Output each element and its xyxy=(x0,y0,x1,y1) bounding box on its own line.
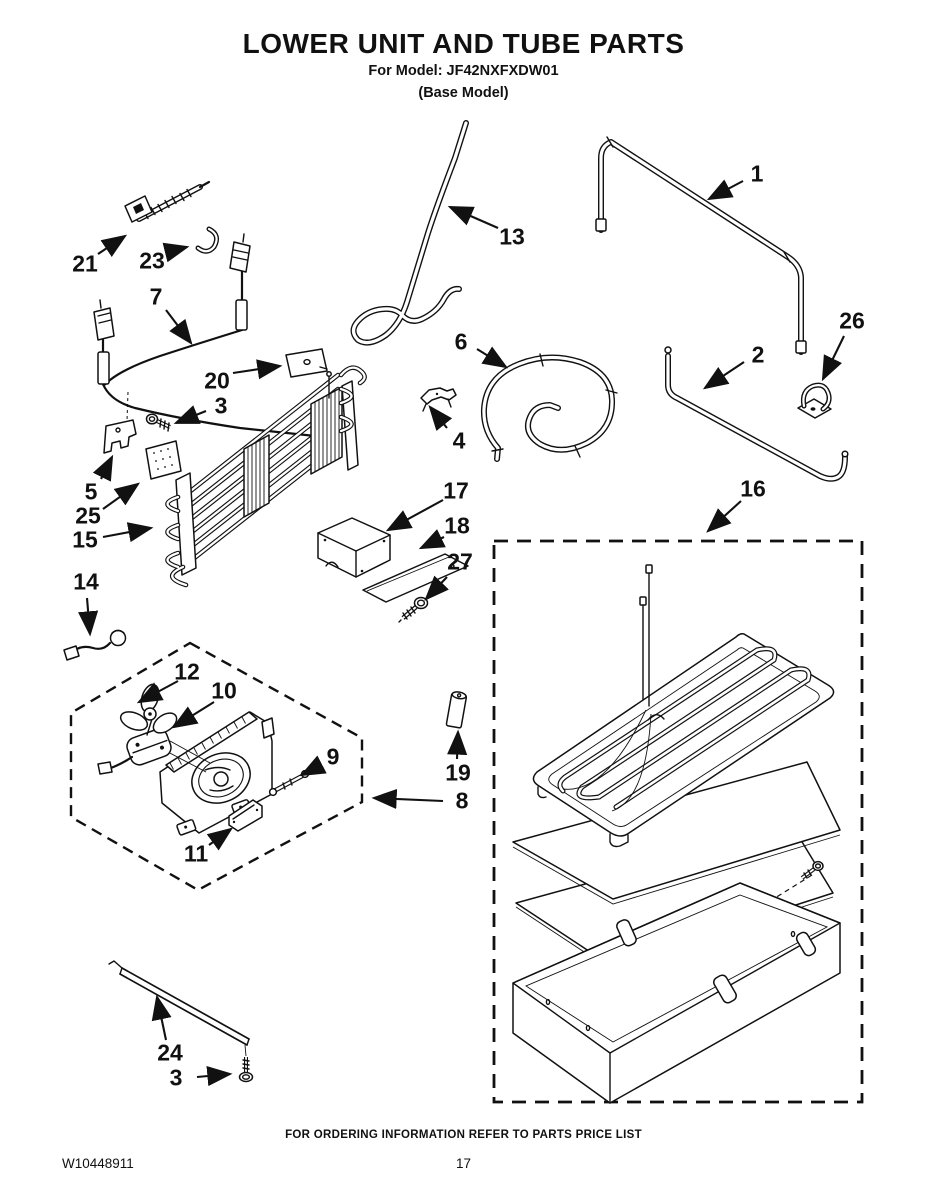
page-title: LOWER UNIT AND TUBE PARTS xyxy=(242,28,685,59)
callout-20: 20 xyxy=(204,367,230,394)
callout-3-top: 3 xyxy=(214,392,228,419)
callout-17: 17 xyxy=(443,477,469,504)
model-subtitle: For Model: JF42NXFXDW01 xyxy=(368,63,559,79)
cable-tie-21 xyxy=(125,182,209,222)
callout-18: 18 xyxy=(444,512,470,539)
callout-25: 25 xyxy=(75,502,101,529)
base-model-subtitle: (Base Model) xyxy=(418,85,509,101)
clip-4 xyxy=(421,388,456,411)
callout-11: 11 xyxy=(183,840,209,867)
sensor-14 xyxy=(64,631,126,661)
callout-6: 6 xyxy=(454,328,468,355)
tube-1 xyxy=(596,137,806,353)
callout-14: 14 xyxy=(73,568,99,595)
callout-27: 27 xyxy=(447,548,473,575)
clip-23 xyxy=(198,229,217,251)
callout-4: 4 xyxy=(452,427,466,454)
callout-3-bottom: 3 xyxy=(169,1064,183,1091)
callout-12: 12 xyxy=(174,658,200,685)
callout-24: 24 xyxy=(157,1039,183,1066)
screw-3-bottom xyxy=(240,1057,253,1082)
grommet-19 xyxy=(446,691,467,728)
clamp-26 xyxy=(798,385,831,418)
heater-assembly-16 xyxy=(494,541,862,1103)
ordering-note: FOR ORDERING INFORMATION REFER TO PARTS PRICE LIST xyxy=(285,1129,642,1141)
callout-15: 15 xyxy=(72,526,98,553)
callout-1: 1 xyxy=(750,160,764,187)
plate-25 xyxy=(146,441,181,479)
callout-23: 23 xyxy=(139,247,165,274)
screw-27 xyxy=(399,598,428,623)
callout-7: 7 xyxy=(149,283,163,310)
box-17 xyxy=(318,518,390,577)
screw-3-top xyxy=(147,414,171,431)
callout-13: 13 xyxy=(499,223,525,250)
page-number: 17 xyxy=(455,1156,472,1171)
document-number: W10448911 xyxy=(62,1156,134,1171)
callout-2: 2 xyxy=(751,341,765,368)
callout-9: 9 xyxy=(326,743,340,770)
callout-19: 19 xyxy=(445,759,471,786)
callout-5: 5 xyxy=(84,478,98,505)
callout-10: 10 xyxy=(211,677,237,704)
callout-26: 26 xyxy=(839,307,865,334)
callout-16: 16 xyxy=(740,475,766,502)
callout-8: 8 xyxy=(455,787,469,814)
callout-21: 21 xyxy=(72,250,98,277)
coiled-tube-6 xyxy=(484,354,617,459)
cover-plate-20 xyxy=(286,349,327,377)
fan-blade-12 xyxy=(118,682,180,737)
tube-13 xyxy=(354,123,467,343)
